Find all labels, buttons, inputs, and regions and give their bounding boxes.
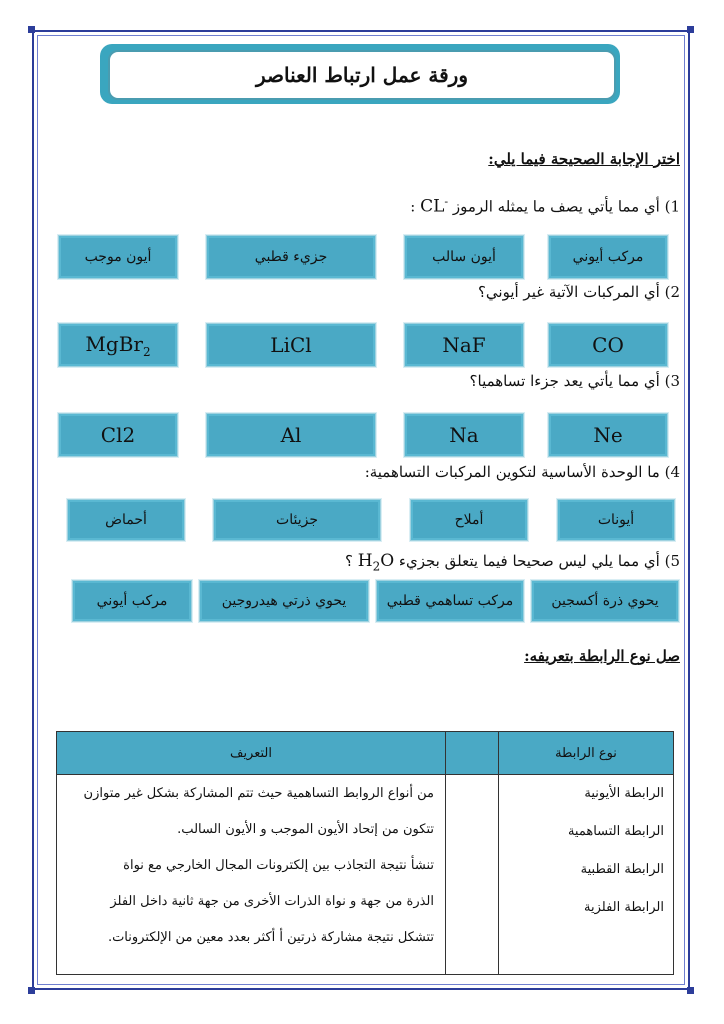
q4-option-2[interactable]: أملاح [410, 499, 528, 541]
question-3 [470, 372, 680, 390]
matching-table [56, 731, 674, 975]
header-definition: التعريف [57, 732, 446, 775]
q3-option-1[interactable]: Ne [548, 413, 668, 457]
question-number: 4) [664, 463, 680, 481]
corner-ornament [687, 26, 694, 33]
q4-option-4[interactable]: أحماض [67, 499, 185, 541]
q1-option-3[interactable]: جزيء قطبي [206, 235, 376, 279]
q5-option-4[interactable]: مركب أيوني [72, 580, 192, 622]
q1-option-2[interactable]: أيون سالب [404, 235, 524, 279]
question-suffix: : [410, 197, 416, 216]
section-heading-choose: اختر الإجابة الصحيحة فيما يلي: [488, 150, 680, 168]
question-text: أي مما يأتي يعد جزءا تساهميا؟ [469, 372, 660, 390]
bond-type-item: الرابطة التساهمية [567, 824, 664, 839]
q1-option-1[interactable]: مركب أيوني [548, 235, 668, 279]
bond-types-column [499, 775, 674, 975]
table-header-row [57, 732, 674, 775]
q3-option-2[interactable]: Na [404, 413, 524, 457]
question-text: ما الوحدة الأساسية لتكوين المركبات التساهمية: [364, 463, 660, 481]
question-text: أي مما يلي ليس صحيحا فيما يتعلق بجزيء [394, 552, 660, 570]
definition-line: تنشأ نتيجة التجاذب بين إلكترونات المجال الخارجي مع نواة [123, 858, 434, 873]
section-heading-match: صل نوع الرابطة بتعريفه: [524, 647, 680, 665]
header-bond-type: نوع الرابطة [499, 732, 674, 775]
ion-symbol: CL- [420, 195, 449, 217]
bond-type-item: الرابطة الفلزية [584, 900, 664, 915]
question-number: 5) [664, 552, 680, 570]
q3-option-4[interactable]: Cl2 [58, 413, 178, 457]
corner-ornament [28, 987, 35, 994]
q4-option-3[interactable]: جزيئات [213, 499, 381, 541]
question-4 [365, 463, 680, 481]
question-text: أي المركبات الآتية غير أيوني؟ [477, 283, 660, 301]
answer-column[interactable] [446, 775, 499, 975]
definition-line: من أنواع الروابط التساهمية حيث تتم المشاركة بشكل غير متوازن [83, 786, 434, 801]
q2-option-2[interactable]: NaF [404, 323, 524, 367]
table-body-row [57, 775, 674, 975]
water-symbol: $H_2O$ [357, 551, 395, 574]
header-answer [446, 732, 499, 775]
question-5 [345, 551, 680, 573]
q4-option-1[interactable]: أيونات [557, 499, 675, 541]
corner-ornament [28, 26, 35, 33]
bond-type-item: الرابطة الأيونية [584, 786, 664, 801]
q5-option-1[interactable]: يحوي ذرة أكسجين [531, 580, 679, 622]
question-2 [478, 283, 680, 301]
page-title: ورقة عمل ارتباط العناصر [108, 50, 616, 100]
question-1 [410, 195, 680, 217]
definition-line: تتشكل نتيجة مشاركة ذرتين أ أكثر بعدد معين من الإلكترونات. [107, 930, 434, 945]
q2-option-4-label: MgBr$_2$ [85, 331, 151, 359]
q2-option-1[interactable]: CO [548, 323, 668, 367]
definitions-column [57, 775, 446, 975]
definition-line: تتكون من إتحاد الأيون الموجب و الأيون السالب. [177, 822, 434, 837]
question-text: أي مما يأتي يصف ما يمثله الرموز [448, 197, 660, 216]
q5-option-3[interactable]: يحوي ذرتي هيدروجين [199, 580, 369, 622]
question-number: 3) [664, 372, 680, 390]
corner-ornament [687, 987, 694, 994]
q3-option-3[interactable]: Al [206, 413, 376, 457]
question-number: 1) [664, 197, 680, 216]
question-suffix: ؟ [344, 552, 353, 570]
q5-option-2[interactable]: مركب تساهمي قطبي [376, 580, 524, 622]
q1-option-4[interactable]: أيون موجب [58, 235, 178, 279]
q2-option-3[interactable]: LiCl [206, 323, 376, 367]
definition-line: الذرة من جهة و نواة الذرات الأخرى من جهة ثانية داخل الفلز [110, 894, 434, 909]
bond-type-item: الرابطة القطبية [580, 862, 664, 877]
question-number: 2) [664, 283, 680, 301]
q2-option-4[interactable] [58, 323, 178, 367]
